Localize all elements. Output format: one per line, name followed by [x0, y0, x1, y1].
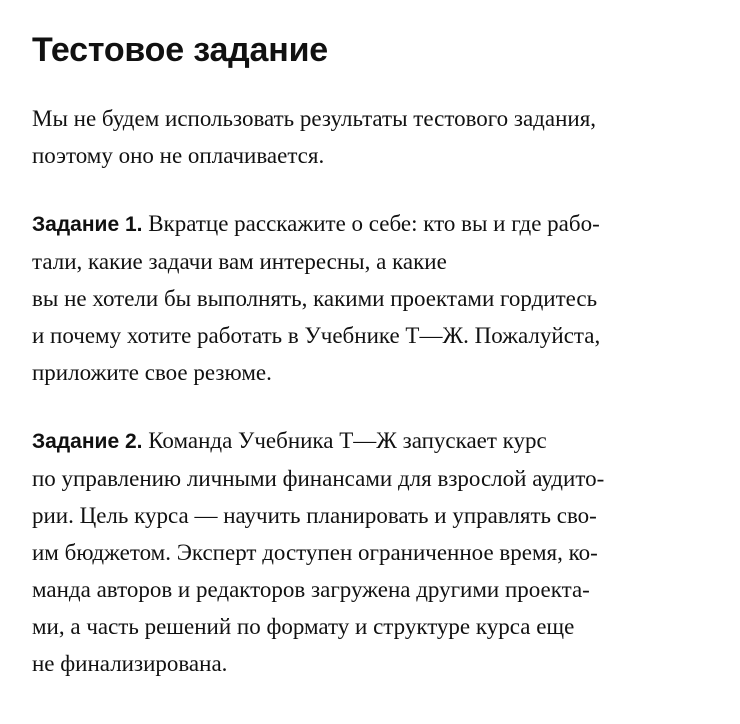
task-2-label: Задание 2. — [32, 430, 143, 453]
task-2-text: Команда Учебника Т—Ж запускает курс по управлению личными финансами для взрослой аудито- рии. Цель курса — научить планировать и управлять сво- им бюджетом. Эксперт доступен ограниченное время, ко- манда авторов и редакторов загружена другими проекта- ми, а часть решений по формату и структуре курса еще не финализирована. — [32, 428, 605, 676]
task-2-paragraph — [32, 422, 708, 682]
task-1-text: Вкратце расскажите о себе: кто вы и где рабо- тали, какие задачи вам интересны, а какие вы не хотели бы выполнять, какими проектами гордитесь и почему хотите работать в Учебнике Т—Ж. Пожалуйста, приложите свое резюме. — [32, 211, 601, 385]
task-1-paragraph — [32, 205, 708, 391]
page-title: Тестовое задание — [32, 31, 328, 69]
task-1-label: Задание 1. — [32, 213, 143, 236]
intro-paragraph: Мы не будем использовать результаты тестового задания, поэтому оно не оплачивается. — [32, 106, 597, 168]
